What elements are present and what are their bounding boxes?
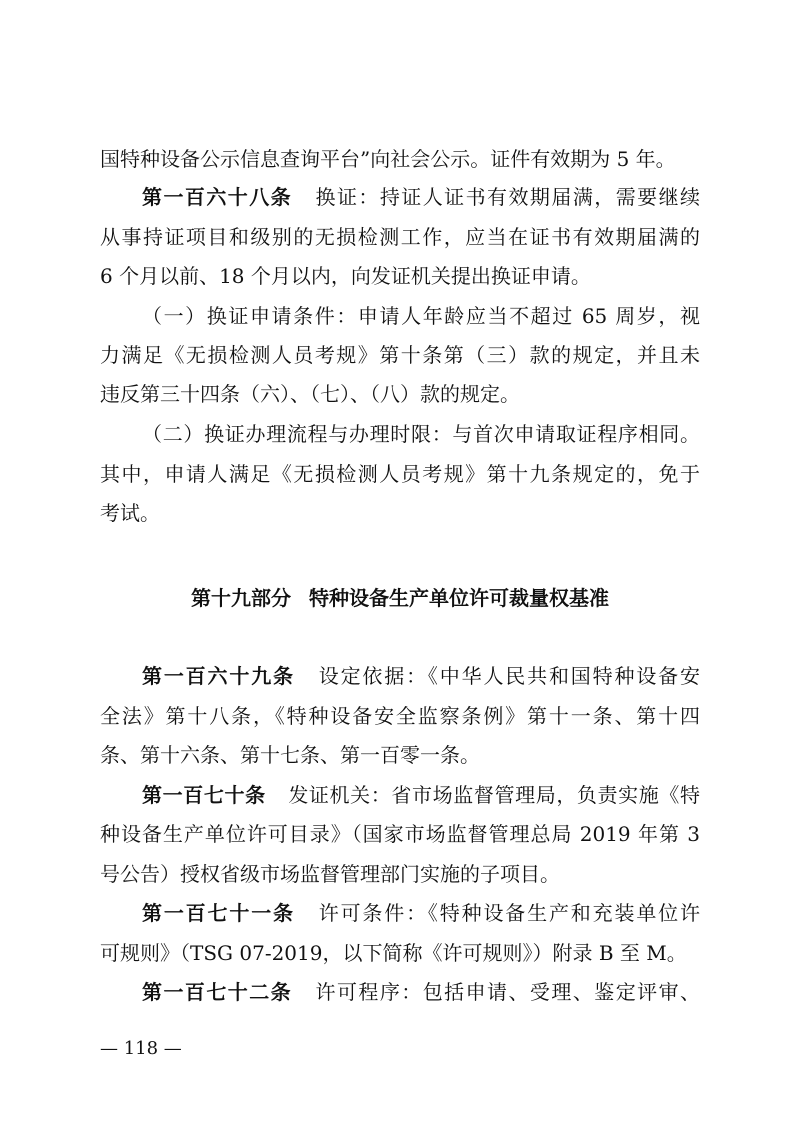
article-170-line-1 xyxy=(142,783,700,807)
article-169-text: 设定依据：《中华人民共和国特种设备安 xyxy=(316,664,701,688)
article-170-title: 第一百七十条 xyxy=(142,783,266,807)
section-title: 特种设备生产单位许可裁量权基准 xyxy=(309,586,609,610)
article-168-text: 换证：持证人证书有效期届满，需要继续 xyxy=(314,185,701,209)
section-heading xyxy=(100,586,700,610)
text-line: 从事持证项目和级别的无损检测工作，应当在证书有效期届满的 xyxy=(100,225,700,249)
text-line: 国特种设备公示信息查询平台”向社会公示。证件有效期为 5 年。 xyxy=(100,147,676,171)
article-172-title: 第一百七十二条 xyxy=(142,980,293,1004)
text-line: 可规则》（TSG 07-2019，以下简称《许可规则》）附录 B 至 M。 xyxy=(100,941,687,965)
text-line: 号公告）授权省级市场监督管理部门实施的子项目。 xyxy=(100,862,560,886)
section-part: 第十九部分 xyxy=(191,586,291,610)
text-line: 其中，申请人满足《无损检测人员考规》第十九条规定的，免于 xyxy=(100,462,700,486)
text-line: 力满足《无损检测人员考规》第十条第（三）款的规定，并且未 xyxy=(100,343,700,367)
text-line: 种设备生产单位许可目录》（国家市场监督管理总局 2019 年第 3 xyxy=(100,822,700,846)
article-169-title: 第一百六十九条 xyxy=(142,664,295,688)
text-line: （二）换证办理流程与办理时限：与首次申请取证程序相同。 xyxy=(142,422,700,446)
text-line: 违反第三十四条（六）、（七）、（八）款的规定。 xyxy=(100,382,520,406)
article-172-line-1 xyxy=(142,980,700,1004)
text-line: 6 个月以前、18 个月以内，向发证机关提出换证申请。 xyxy=(100,264,591,288)
text-line: （一）换证申请条件：申请人年龄应当不超过 65 周岁，视 xyxy=(142,304,700,328)
page-number: — 118 — xyxy=(100,1038,182,1059)
text-line: 全法》第十八条，《特种设备安全监察条例》第十一条、第十四 xyxy=(100,704,700,728)
article-171-title: 第一百七十一条 xyxy=(142,901,295,925)
article-169-line-1 xyxy=(142,664,700,688)
article-171-text: 许可条件：《特种设备生产和充装单位许 xyxy=(316,901,701,925)
text-line: 考试。 xyxy=(100,501,160,525)
article-168-title: 第一百六十八条 xyxy=(142,185,293,209)
article-168-line-1 xyxy=(142,185,700,209)
article-171-line-1 xyxy=(142,901,700,925)
article-170-text: 发证机关：省市场监督管理局，负责实施《特 xyxy=(287,783,701,807)
article-172-text: 许可程序：包括申请、受理、鉴定评审、 xyxy=(314,980,701,1004)
text-line: 条、第十六条、第十七条、第一百零一条。 xyxy=(100,743,480,767)
